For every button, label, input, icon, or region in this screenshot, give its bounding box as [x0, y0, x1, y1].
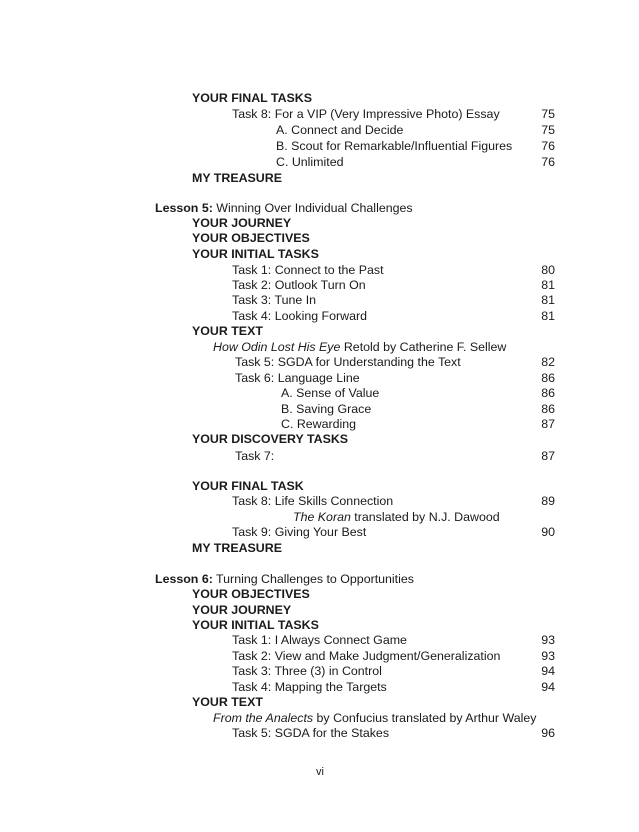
- text-title: How Odin Lost His Eye: [213, 340, 341, 354]
- heading-your-text: YOUR TEXT: [192, 324, 263, 338]
- lesson-title: Turning Challenges to Opportunities: [212, 572, 414, 586]
- text-title: From the Analects: [213, 711, 314, 725]
- lesson-6-heading: [155, 571, 414, 587]
- toc-page-number: 87: [541, 449, 555, 463]
- toc-page-number: 89: [541, 494, 555, 508]
- text-author: translated by N.J. Dawood: [350, 510, 500, 524]
- lesson-label: Lesson 6:: [155, 572, 213, 586]
- toc-entry-label: Task 5: SGDA for Understanding the Text: [235, 355, 461, 369]
- text-author: by Confucius translated by Arthur Waley: [313, 711, 537, 725]
- heading-my-treasure: MY TREASURE: [192, 541, 282, 555]
- text-reference: [213, 710, 536, 726]
- toc-page-number: 75: [541, 107, 555, 121]
- toc-entry-label: Task 9: Giving Your Best: [232, 525, 367, 539]
- lesson-label: Lesson 5:: [155, 201, 213, 215]
- toc-entry-label: Task 4: Looking Forward: [232, 309, 367, 323]
- heading-your-initial-tasks: YOUR INITIAL TASKS: [192, 618, 319, 632]
- toc-page-number: 82: [541, 355, 555, 369]
- heading-my-treasure: MY TREASURE: [192, 171, 282, 185]
- text-author: Retold by Catherine F. Sellew: [340, 340, 507, 354]
- lesson-title: Winning Over Individual Challenges: [212, 201, 413, 215]
- heading-your-initial-tasks: YOUR INITIAL TASKS: [192, 247, 319, 261]
- toc-page-number: 75: [541, 123, 555, 137]
- toc-entry-label: Task 2: Outlook Turn On: [232, 278, 366, 292]
- heading-your-objectives: YOUR OBJECTIVES: [192, 231, 310, 245]
- toc-entry-label: A. Connect and Decide: [276, 123, 404, 137]
- toc-entry-label: Task 4: Mapping the Targets: [232, 680, 387, 694]
- toc-page-number: 81: [541, 309, 555, 323]
- toc-page-number: 86: [541, 386, 555, 400]
- toc-entry-label: C. Rewarding: [281, 417, 357, 431]
- toc-entry-label: Task 8: For a VIP (Very Impressive Photo) Essay: [232, 107, 500, 121]
- toc-page-number: 76: [541, 139, 555, 153]
- toc-entry-label: A. Sense of Value: [281, 386, 380, 400]
- toc-entry-label: Task 3: Tune In: [232, 293, 317, 307]
- heading-your-objectives: YOUR OBJECTIVES: [192, 587, 310, 601]
- heading-your-final-task: YOUR FINAL TASK: [192, 479, 304, 493]
- toc-entry-label: Task 1: I Always Connect Game: [232, 633, 407, 647]
- toc-page-number: 94: [541, 680, 555, 694]
- heading-your-journey: YOUR JOURNEY: [192, 603, 292, 617]
- toc-entry-label: C. Unlimited: [276, 155, 344, 169]
- toc-page-number: 86: [541, 371, 555, 385]
- heading-your-journey: YOUR JOURNEY: [192, 216, 292, 230]
- text-title: The Koran: [293, 510, 351, 524]
- text-reference: [213, 339, 506, 355]
- toc-entry-label: B. Scout for Remarkable/Influential Figures: [276, 139, 513, 153]
- toc-entry-label: Task 8: Life Skills Connection: [232, 494, 394, 508]
- toc-page-number: 96: [541, 726, 555, 740]
- toc-entry-label: Task 7:: [235, 449, 275, 463]
- heading-your-discovery-tasks: YOUR DISCOVERY TASKS: [192, 432, 349, 446]
- heading-your-text: YOUR TEXT: [192, 695, 263, 709]
- toc-page-number: 93: [541, 633, 555, 647]
- toc-entry-label: Task 5: SGDA for the Stakes: [232, 726, 390, 740]
- toc-entry-label: Task 3: Three (3) in Control: [232, 664, 382, 678]
- text-reference: [293, 509, 500, 525]
- toc-page-number: 90: [541, 525, 555, 539]
- toc-page-number: 87: [541, 417, 555, 431]
- toc-page-number: 93: [541, 649, 555, 663]
- toc-entry-label: B. Saving Grace: [281, 402, 372, 416]
- toc-entry-label: Task 6: Language Line: [235, 371, 360, 385]
- toc-page-number: 81: [541, 293, 555, 307]
- toc-page-number: 81: [541, 278, 555, 292]
- heading-your-final-tasks: YOUR FINAL TASKS: [192, 91, 313, 105]
- page-footer-number: vi: [316, 766, 324, 778]
- toc-page-number: 94: [541, 664, 555, 678]
- toc-page-number: 86: [541, 402, 555, 416]
- toc-page-number: 80: [541, 263, 555, 277]
- lesson-5-heading: [155, 200, 413, 216]
- toc-entry-label: Task 2: View and Make Judgment/Generalization: [232, 649, 501, 663]
- toc-page-number: 76: [541, 155, 555, 169]
- toc-entry-label: Task 1: Connect to the Past: [232, 263, 384, 277]
